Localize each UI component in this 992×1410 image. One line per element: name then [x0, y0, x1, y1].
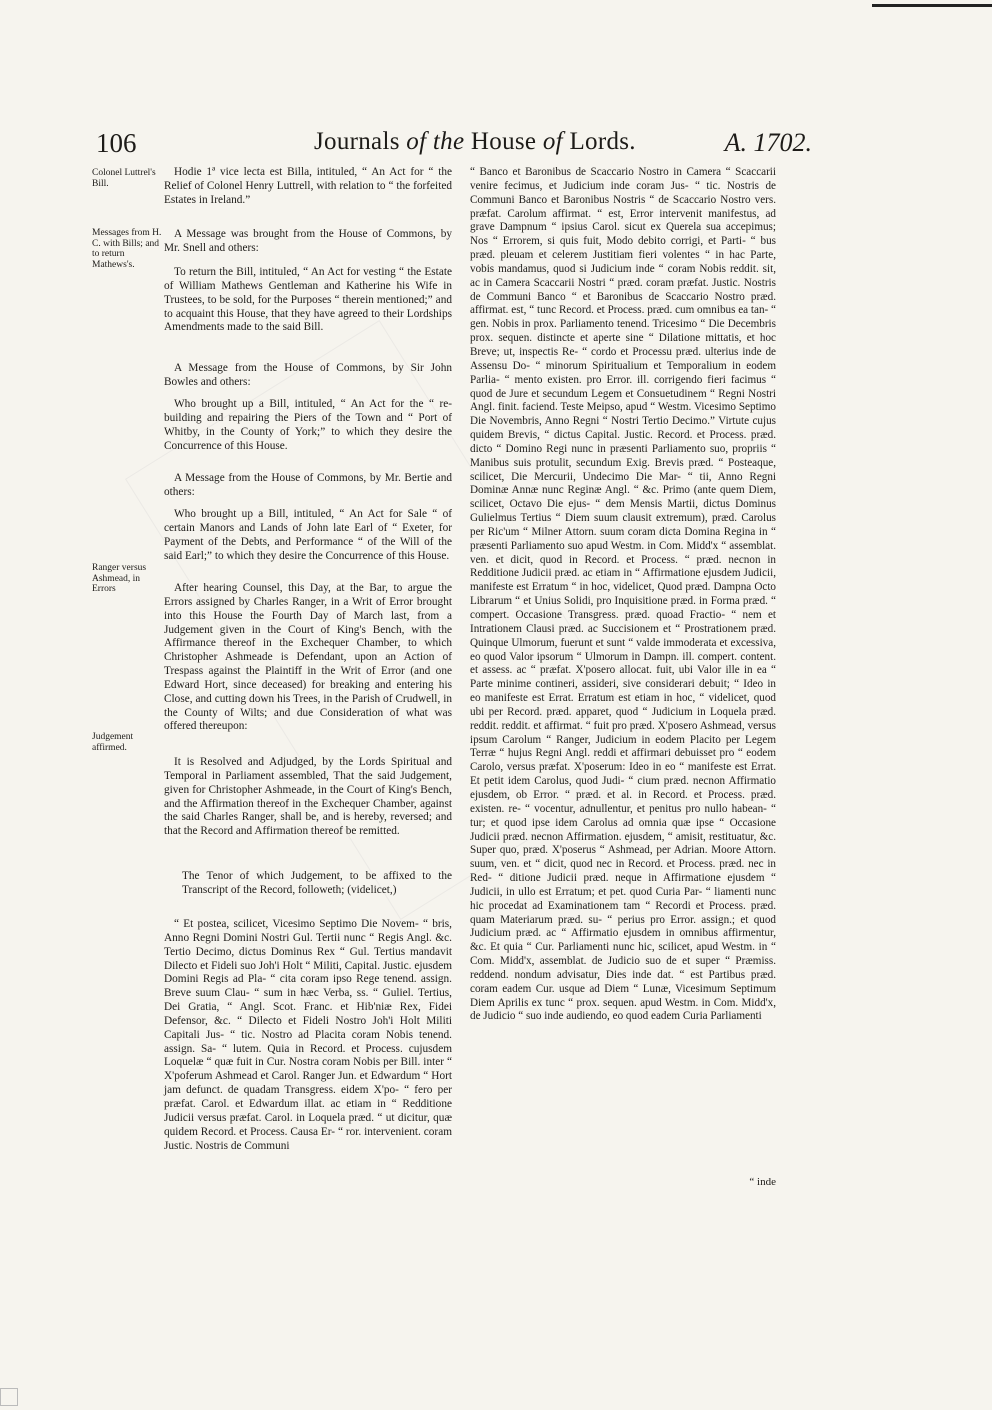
margin-note-messages: Messages from H. C. with Bills; and to return Mathews's.	[92, 228, 162, 270]
paragraph-latin-writ: “ Et postea, scilicet, Vicesimo Septimo Die Novem- “ bris, Anno Regni Domini Nostri Gul. Tertii nunc “ Regis Angl. &c. Tertio Decimo, dictus Dominus Rex “ Gul. Tertius mandavit Dilecto et Fideli suo Joh'i Holt “ Militi, Capital. Justic. ejusdem Domini Regis ad Pla- “ cita coram ipso Rege tenend. assign. Breve suum Clau- “ sum in hæc Verba, ss. “ Guliel. Tertius, Dei Gratia, “ Angl. Scot. Franc. et Hib'niæ Rex, Fidei Defensor, &c. “ Dilecto et Fideli Nostro Joh'i Holt Militi Capitali Jus- “ tic. Nostro ad Placita coram Nobis tenend. assign. Sa- “ lutem. Quia in Record. et Process. cujusdem Loquelæ “ quæ fuit in Cur. Nostra coram Nobis per Bill. inter “ X'poferum Ashmead et Carol. Ranger Jun. et Edwardum “ Hort jam defunct. de quadam Transgress. eidem X'po- “ fero per præfat. Carol. et Edwardum illat. ac etiam in “ Redditione Judicii versus præfat. Carol. in Loquela præd. “ ut dicitur, quæ quidem Record. et Process. Causa Er- “ ror. intervenient. coram Justic. Nostris de Communi	[164, 918, 452, 1152]
paragraph-tenor: The Tenor of which Judgement, to be affixed to the Transcript of the Record, followeth; (videlicet,)	[182, 870, 452, 896]
page-number: 106	[96, 128, 137, 158]
paragraph-exeter-bill: Who brought up a Bill, intituled, “ An Act for Sale “ of certain Manors and Lands of John late Earl of “ Exeter, for Payment of the Debts, and Performance “ of the Will of the said Earl;” to which they desire the Concurrence of this House.	[164, 508, 452, 562]
margin-note-ranger: Ranger versus Ashmead, in Errors	[92, 563, 147, 594]
paragraph-luttrell-bill: Hodie 1ª vice lecta est Billa, intituled, “ An Act for “ the Relief of Colonel Henry Luttrell, with relation to “ the forfeited Estates in Ireland.”	[164, 166, 452, 206]
margin-note-luttrel: Colonel Luttrel's Bill.	[92, 168, 156, 189]
paragraph-message-bertie: A Message from the House of Commons, by Mr. Bertie and others:	[164, 472, 452, 498]
year-label: A. 1702.	[724, 128, 812, 157]
right-column	[470, 166, 776, 1186]
scan-corner-mark	[0, 1388, 18, 1406]
corner-rule	[872, 4, 992, 7]
catchword: “ inde	[749, 1176, 776, 1188]
paragraph-whitby-bill: Who brought up a Bill, intituled, “ An Act for the “ re-building and repairing the Piers of the Town and “ Port of Whitby, in the County of York;” to which they desire the Concurrence of this House.	[164, 398, 452, 452]
margin-note-judgement: Judgement affirmed.	[92, 732, 134, 753]
paragraph-message-snell: A Message was brought from the House of Commons, by Mr. Snell and others:	[164, 228, 452, 254]
left-column	[164, 166, 452, 1186]
paragraph-latin-continued: “ Banco et Baronibus de Scaccario Nostro in Camera “ Scaccarii venire fecimus, et Judicium inde coram Jus- “ tic. Nostris de Communi Banco et Baronibus Nostris “ de Scaccario Nostro vers. præfat. Carolum affirmat. “ est, Error intervenit manifestus, ad grave Dampnum “ ipsius Carol. sicut ex Querela sua accepimus; Nos “ Errorem, si quis fuit, Modo debito corrigi, et Parti- “ bus præd. pleuam et celerem Justitiam fieri volentes “ in hac Parte, vobis mandamus, quod si Judicium inde “ coram Nobis reddit. sit, ac in Camera Scaccarii Nostri “ præd. coram præfat. Justic. Nostris de Communi Banco “ et Baronibus de Scaccario Nostro præd. affirmat. est, “ tunc Record. et Process. præd. cum omnibus ea tan- “ gen. Nobis in prox. Parliamento tenend. Tricesimo “ Die Decembris prox. sequen. distincte et aperte sine “ Dilatione mittatis, et hoc Breve; ut, inspectis Re- “ cordo et Processu præd. ulterius inde de Assensu Do- “ minorum Spiritualium et Temporalium in eodem Parlia- “ mento existen. pro Error. ill. corrigendo fieri facimus “ quod de Jure et secundum Legem et Consuetudinem “ Regni Nostri Angl. finit. faciend. Teste Meipso, apud “ Westm. Vicesimo Septimo Die Novembris, Anno Regni “ Nostri Tertio Decimo.” Virtute cujus quidem Brevis, “ dictus Capital. Justic. Record. et Process. præd. dicto “ Domino Regi nunc in præsenti Parliamento suo, propriis “ Manibus suis protulit, secundum Exig. Brevis præd. “ Posteaque, scilicet, Die Mercurii, Undecimo Die Mar- “ tii, Anno Regni Dominæ Annæ nunc Reginæ Angl. “ &c. Primo (ante quem Diem, scilicet, Octavo Die ejus- “ dem Mensis Martii, dictus Dominus Gulielmus Tertius “ Diem suum clausit extremum), præd. Carolus per Ric'um “ Milner Attorn. suum coram dicta Domina Regina in “ præsenti Parliamento suo apud Westm. in Com. Midd'x “ assemblat. ven. et dicit, quod in Record. et Process. “ præd. necnon in Redditione Judicii præd. ac etiam in “ Affirmatione ejusdem Judicii, manifeste est Erratum “ in hoc, videlicet, Quod præd. Dampna Octo Librarum “ et Unius Solidi, pro Inquisitione præd. in Forma præd. “ compert. Occasione Transgress. præd. quoad Fractio- “ nem et Intrationem Clausi præd. ac Succisionem et “ Prostrationem præd. Quinque Ulmorum, fuerunt et sunt “ valde immoderata et excessiva, eo quod Valor ipsorum “ Ulmorum in Dampn. ill. compert. content. et assess. ac “ præfat. X'posero allocat. fuit, ubi Valor ille in ea “ Parte minime contineri, assideri, sive considerari debuit; “ Ideo in eo manifeste est Errat. Erratum est etiam in hoc, “ videlicet, quod ubi per Record. præd. apparet, quod “ Judicium in Loquela præd. reddit. reddit. et affirmat. “ fuit pro præd. X'posero Ashmead, versus ipsum Carolum “ Ranger, Judicium in eodem Placito per Legem Terræ “ hujus Regni Angl. reddi et affirmari debuisset pro “ eodem Carolo, versus præfat. X'poserum: Ideo in eo “ manifeste est Errat. Et petit idem Carolus, quod Judi- “ cium præd. necnon Affirmatio ejusdem, ob Error. “ præd. et al. in Record. et Process. præd. existen. re- “ vocentur, adnullentur, et penitus pro nullo habean- “ tur; et quod ipse idem Carolus ad omnia quæ ipse “ Occasione Judicii præd. necnon Affirmation. ejusdem, “ amisit, restituatur, &c. Super quo, præd. X'poserus “ Ashmead, per Adrian. Moore Attorn. suum, ven. et “ dicit, quod nec in Record. et Process. præd. nec in Red- “ ditione Judicii præd. neque in Affirmatione ejusdem “ Judicii, in ullo est Erratum; et pet. quod Curia Par- “ liamenti nunc hic procedat ad Examinationem tam “ Recordi et Process. præd. quam Materiarum præd. su- “ perius pro Error. assign.; et quod Judicium præd. ac “ Affirmatio ejusdem in omnibus affirmentur, &c. Et quia “ Cur. Parliamenti nunc hic, scilicet, apud Westm. in “ Com. Midd'x, assemblat. de Judicio suo de et super “ Præmiss. reddend. nondum advisatur, Dies inde dat. “ est Partibus præd. coram eadem Cur. usque ad Diem “ Lunæ, Vicesimum Septimum Diem Aprilis ex tunc “ prox. sequen. apud Westm. in Com. Midd'x, de Judicio “ suo inde audiendo, eo quod eadem Curia Parliamenti	[470, 166, 776, 1023]
journal-title: Journals of the House of Lords.	[314, 128, 636, 155]
paragraph-mathews-bill: To return the Bill, intituled, “ An Act for vesting “ the Estate of William Mathews Gentleman and Katherine his Wife in Trustees, to be sold, for the Purposes “ therein mentioned;” and to acquaint this House, that they have agreed to their Lordships Amendments made to the said Bill.	[164, 266, 452, 334]
running-header	[96, 128, 812, 162]
paragraph-resolution: It is Resolved and Adjudged, by the Lords Spiritual and Temporal in Parliament assembled, That the said Judgement, given for Christopher Ashmeade, in the Court of King's Bench, and the Affirmation thereof in the Exchequer Chamber, against the said Charles Ranger, shall be, and is hereby, reversed; and that the Record and Affirmation thereof be remitted.	[164, 756, 452, 838]
paragraph-ranger-counsel: After hearing Counsel, this Day, at the Bar, to argue the Errors assigned by Charles Ranger, in a Writ of Error brought into this House the Fourth Day of March last, from a Judgement given in the Court of King's Bench, with the Affirmance thereof in the Exchequer Chamber, to which Christopher Ashmeade is Defendant, upon an Action of Trespass against the Plaintiff in the Writ of Error (and one Edward Hort, since deceased) for breaking and entering his Close, and cutting down his Trees, in the Parish of Crudwell, in the County of Wilts; and due Consideration of what was offered thereupon:	[164, 582, 452, 733]
paragraph-message-bowles: A Message from the House of Commons, by Sir John Bowles and others:	[164, 362, 452, 388]
